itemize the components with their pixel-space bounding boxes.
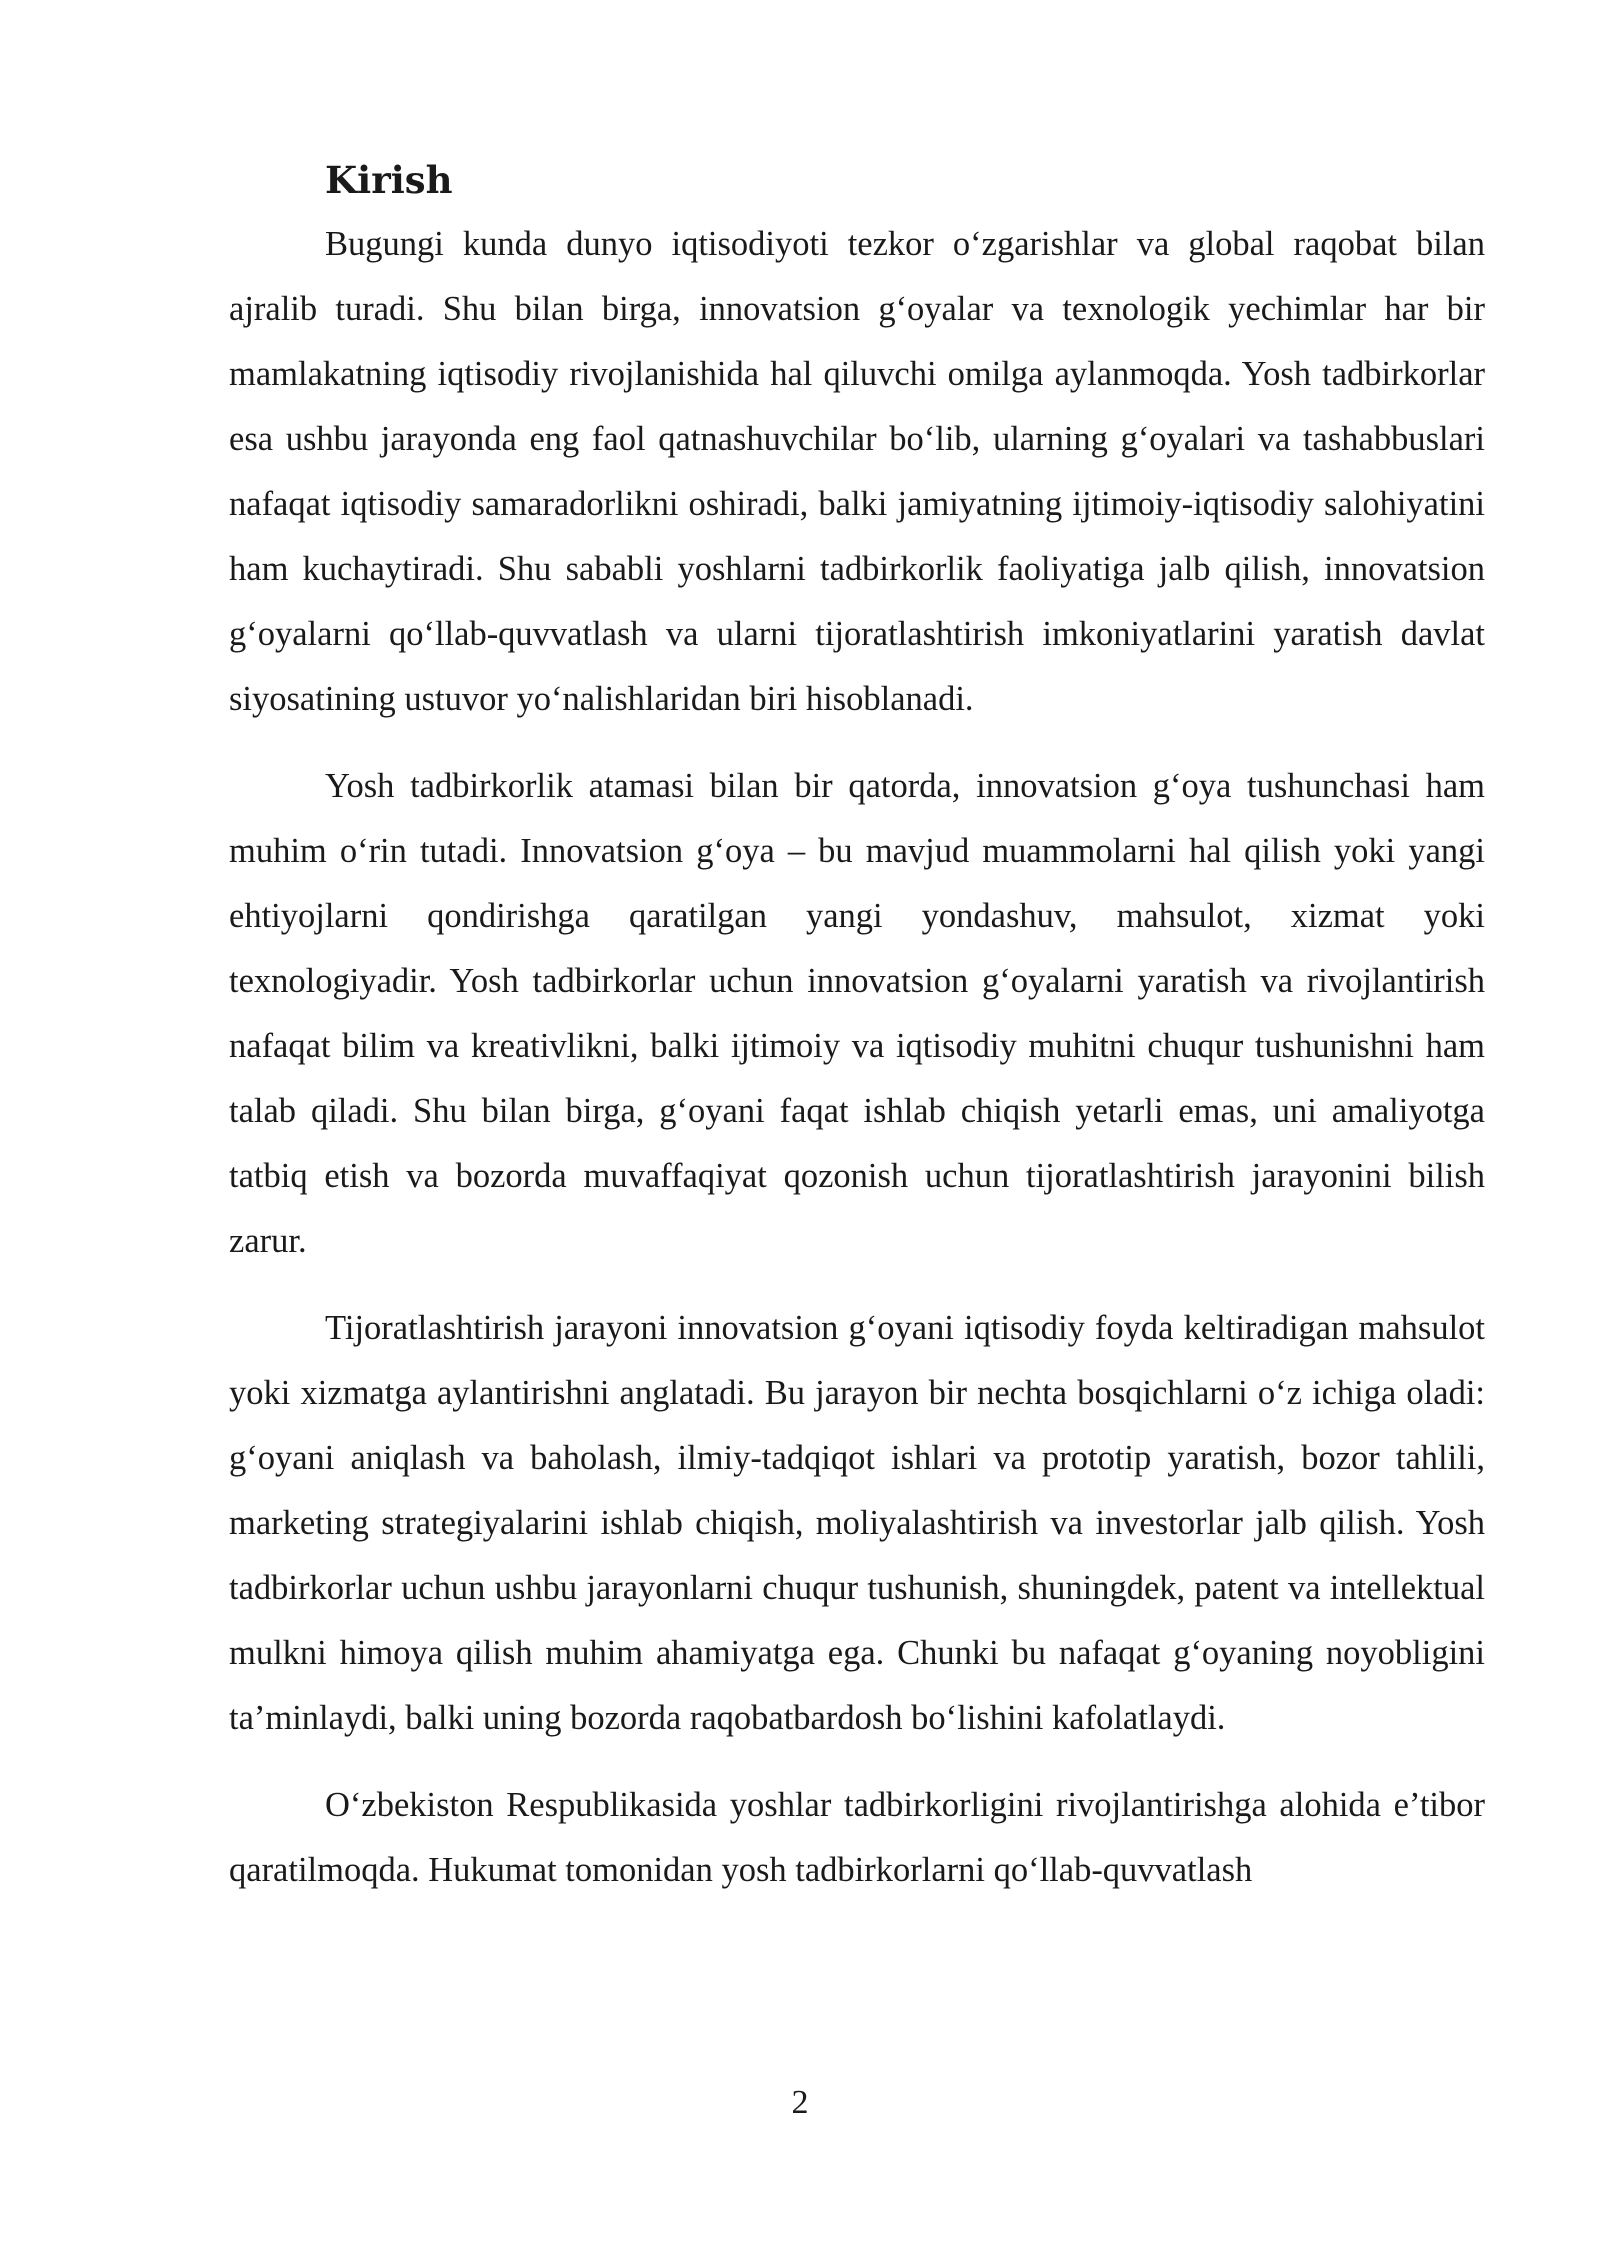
page-number: 2 [791,2084,809,2121]
paragraph-1: Bugungi kunda dunyo iqtisodiyoti tezkor o‘zgarishlar va global raqobat bilan ajralib turadi. Shu bilan birga, innovatsion g‘oyalar va texnologik yechimlar har bir mamlakatning iqtisodiy rivojlanishida hal qiluvchi omilga aylanmoqda. Yosh tadbirkorlar esa ushbu jarayonda eng faol qatnashuvchilar bo‘lib, ularning g‘oyalari va tashabbuslari nafaqat iqtisodiy samaradorlikni oshiradi, balki jamiyatning ijtimoiy-iqtisodiy salohiyatini ham kuchaytiradi. Shu sababli yoshlarni tadbirkorlik faoliyatiga jalb qilish, innovatsion g‘oyalarni qo‘llab-quvvatlash va ularni tijoratlashtirish imkoniyatlarini yaratish davlat siyosatining ustuvor yo‘nalishlaridan biri hisoblanadi. [229,225,1485,718]
page-content [229,148,1485,1903]
paragraph-3: Tijoratlashtirish jarayoni innovatsion g‘oyani iqtisodiy foyda keltiradigan mahsulot yoki xizmatga aylantirishni anglatadi. Bu jarayon bir nechta bosqichlarni o‘z ichiga oladi: g‘oyani aniqlash va baholash, ilmiy-tadqiqot ishlari va prototip yaratish, bozor tahlili, marketing strategiyalarini ishlab chiqish, moliyalashtirish va investorlar jalb qilish. Yosh tadbirkorlar uchun ushbu jarayonlarni chuqur tushunish, shuningdek, patent va intellektual mulkni himoya qilish muhim ahamiyatga ega. Chunki bu nafaqat g‘oyaning noyobligini ta’minlaydi, balki uning bozorda raqobatbardosh bo‘lishini kafolatlaydi. [229,1309,1485,1737]
section-heading: Kirish [325,158,453,202]
paragraph-2: Yosh tadbirkorlik atamasi bilan bir qatorda, innovatsion g‘oya tushunchasi ham muhim o‘rin tutadi. Innovatsion g‘oya – bu mavjud muammolarni hal qilish yoki yangi ehtiyojlarni qondirishga qaratilgan yangi yondashuv, mahsulot, xizmat yoki texnologiyadir. Yosh tadbirkorlar uchun innovatsion g‘oyalarni yaratish va rivojlantirish nafaqat bilim va kreativlikni, balki ijtimoiy va iqtisodiy muhitni chuqur tushunishni ham talab qiladi. Shu bilan birga, g‘oyani faqat ishlab chiqish yetarli emas, uni amaliyotga tatbiq etish va bozorda muvaffaqiyat qozonish uchun tijoratlashtirish jarayonini bilish zarur. [229,767,1485,1260]
paragraph-4: O‘zbekiston Respublikasida yoshlar tadbirkorligini rivojlantirishga alohida e’tibor qaratilmoqda. Hukumat tomonidan yosh tadbirkorlarni qo‘llab-quvvatlash [229,1786,1485,1889]
